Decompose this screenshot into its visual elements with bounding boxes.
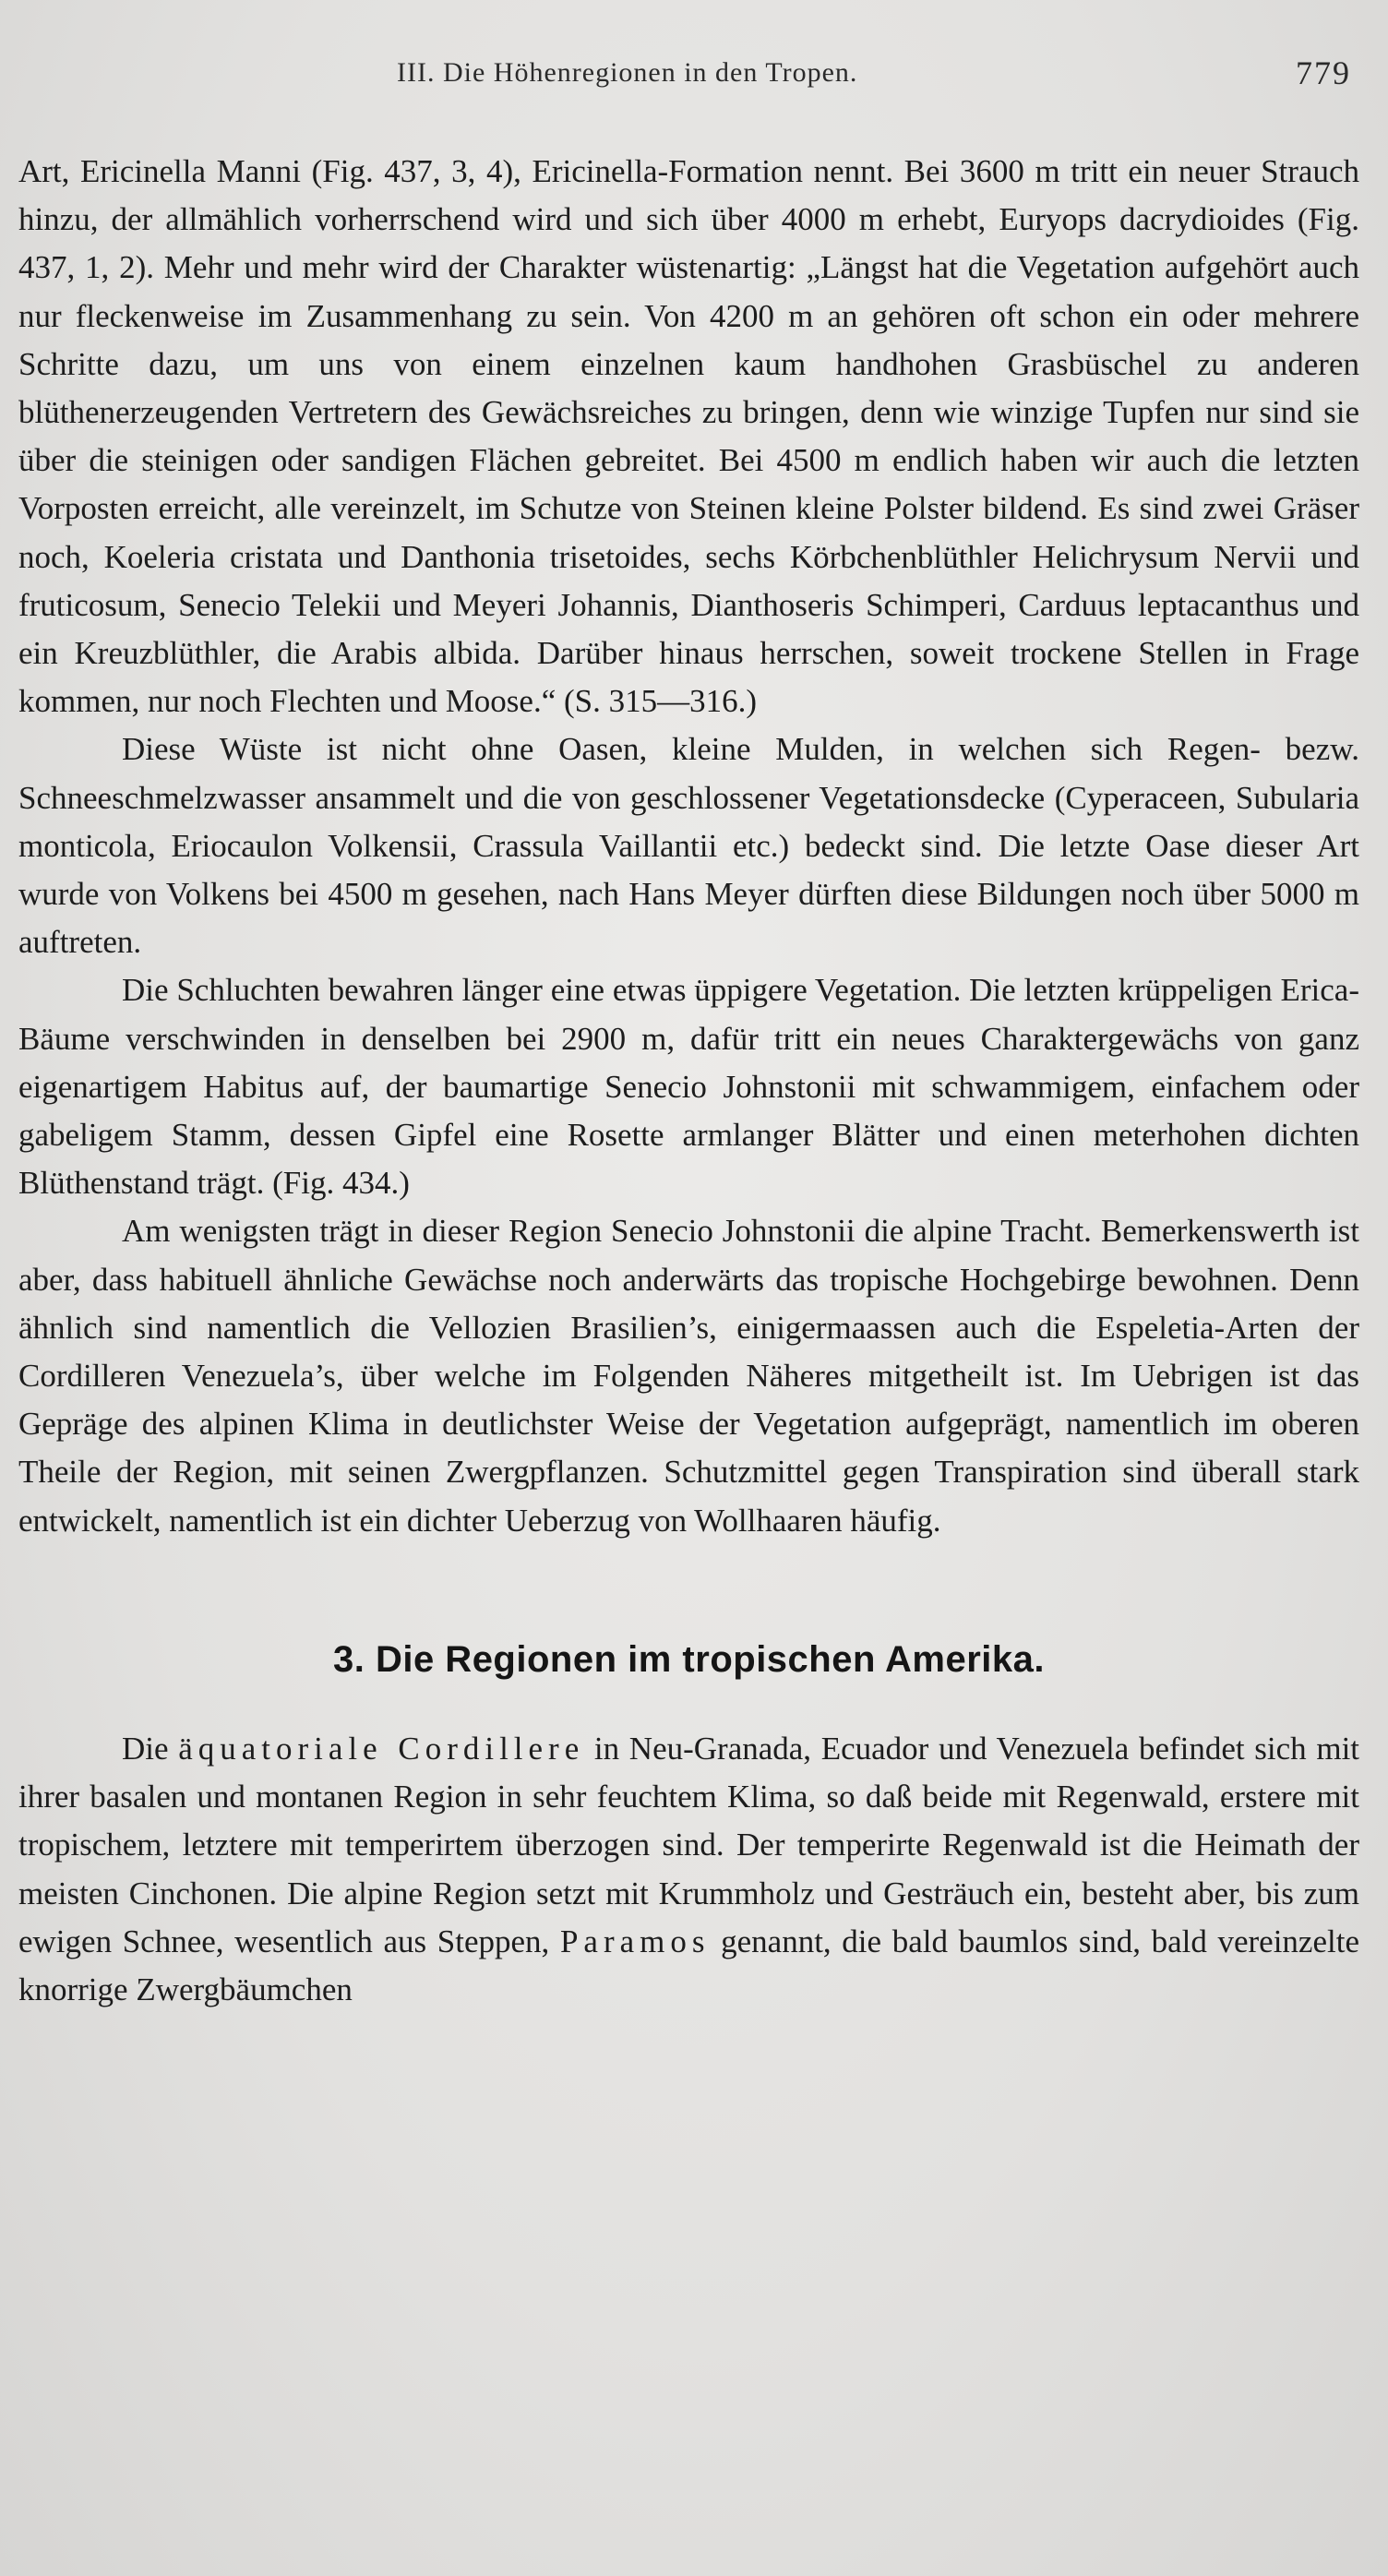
section-text-lead: Die (122, 1730, 169, 1767)
spaced-term-cordillere: äquatoriale Cordillere (178, 1730, 585, 1767)
running-title: III. Die Höhenregionen in den Tropen. (397, 57, 858, 88)
page-number: 779 (1296, 54, 1351, 91)
section-text-main: in Neu-Granada, Ecuador und Venezuela befindet sich mit ihrer basalen und montanen Region in sehr feuchtem Klima, so daß beide mit Regenwald, erstere mit tropischem, letztere mit temperirtem überzogen sind. Der temperirte Regenwald ist die Heimath der meisten Cinchonen. Die alpine Region setzt mit Krummholz und Gesträuch ein, besteht aber, bis zum ewigen Schnee, wesentlich aus Steppen, (18, 1730, 1360, 1959)
paragraph-alpine-habit: Am wenigsten trägt in dieser Region Senecio Johnstonii die alpine Tracht. Bemerkenswerth ist aber, dass habituell ähnliche Gewächse noch anderwärts das tropische Hochgebirge bewohnen. Denn ähnlich sind namentlich die Vellozien Brasilien’s, einigermaassen auch die Espeletia-Arten der Cordilleren Venezuela’s, über welche im Folgenden Näheres mitgetheilt ist. Im Uebrigen ist das Gepräge des alpinen Klima in deutlichster Weise der Vegetation aufgeprägt, namentlich im oberen Theile der Region, mit seinen Zwergpflanzen. Schutzmittel gegen Transpiration sind überall stark entwickelt, namentlich ist ein dichter Ueberzug von Wollhaaren häufig. (18, 1213, 1359, 1539)
paragraph-continuation: Art, Ericinella Manni (Fig. 437, 3, 4), Ericinella-Formation nennt. Bei 3600 m tritt ein neuer Strauch hinzu, der allmählich vorherrschend wird und sich über 4000 m erhebt, Euryops dacrydioides (Fig. 437, 1, 2). Mehr und mehr wird der Charakter wüstenartig: „Längst hat die Vegetation aufgehört auch nur fleckenweise im Zusammenhang zu sein. Von 4200 m an gehören oft schon ein oder mehrere Schritte dazu, um uns von einem einzelnen kaum handhohen Grasbüschel zu anderen blüthenerzeugenden Vertretern des Gewächsreiches zu bringen, denn wie winzige Tupfen nur sind sie über die steinigen oder sandigen Flächen gebreitet. Bei 4500 m endlich haben wir auch die letzten Vorposten erreicht, alle vereinzelt, im Schutze von Steinen kleine Polster bildend. Es sind zwei Gräser noch, Koeleria cristata und Danthonia trisetoides, sechs Körbchenblüthler Helichrysum Nervii und fruticosum, Senecio Telekii und Meyeri Johannis, Dianthoseris Schimperi, Carduus leptacanthus und ein Kreuzblüthler, die Arabis albida. Darüber hinaus herrschen, soweit trockene Stellen in Frage kommen, nur noch Flechten und Moose.“ (S. 315—316.) (18, 153, 1359, 720)
paragraph-tropical-america (18, 1725, 1359, 2014)
section-text-tail: genannt, die bald baumlos sind, bald vereinzelte knorrige Zwergbäumchen (18, 1923, 1359, 2007)
paragraph-ravines: Die Schluchten bewahren länger eine etwas üppigere Vegetation. Die letzten krüppeligen Erica-Bäume verschwinden in denselben bei 2900 m, dafür tritt ein neues Charaktergewächs von ganz eigenartigem Habitus auf, der baumartige Senecio Johnstonii mit schwammigem, einfachem oder gabeligem Stamm, dessen Gipfel eine Rosette armlanger Blätter und einen meterhohen dichten Blüthenstand trägt. (Fig. 434.) (18, 972, 1359, 1202)
spaced-term-paramos: Paramos (559, 1923, 711, 1959)
running-header (0, 54, 1388, 103)
page-body (18, 148, 1359, 2014)
paragraph-oases: Diese Wüste ist nicht ohne Oasen, kleine Mulden, in welchen sich Regen- bezw. Schneeschmelzwasser ansammelt und die von geschlossener Vegetationsdecke (Cyperaceen, Subularia monticola, Eriocaulon Volkensii, Crassula Vaillantii etc.) bedeckt sind. Die letzte Oase dieser Art wurde von Volkens bei 4500 m gesehen, nach Hans Meyer dürften diese Bildungen noch über 5000 m auftreten. (18, 731, 1359, 961)
section-heading: 3. Die Regionen im tropischen Amerika. (332, 1638, 1046, 1680)
